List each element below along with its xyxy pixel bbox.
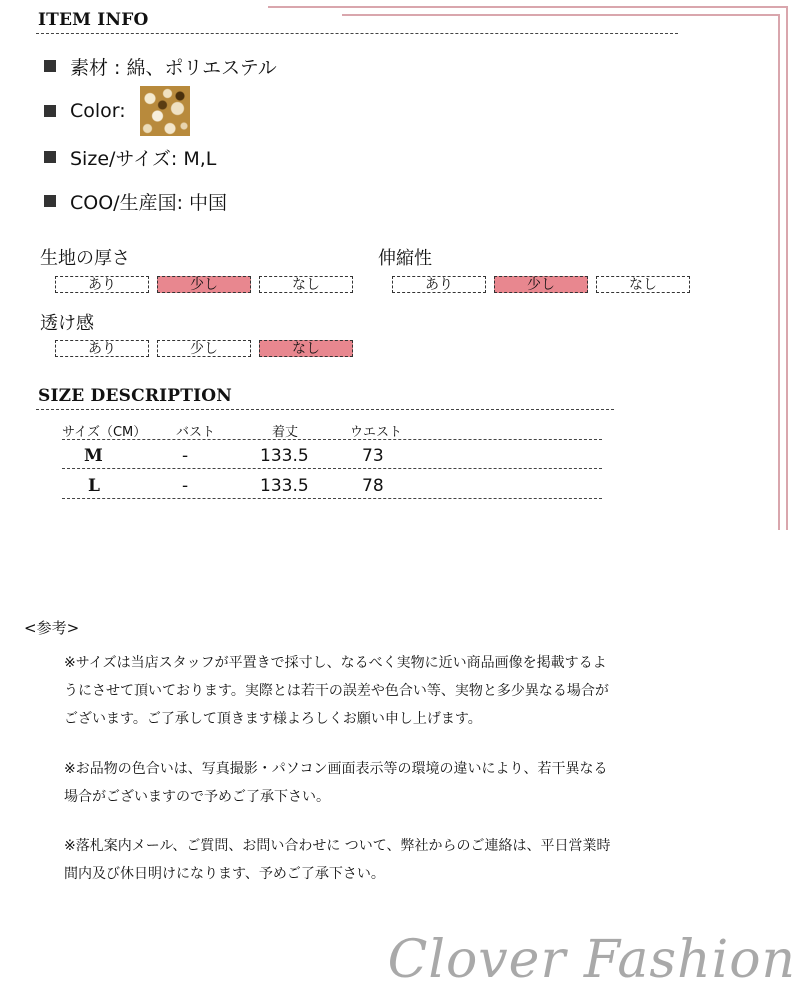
size-description-divider: [36, 409, 614, 410]
color-label: Color:: [70, 100, 126, 122]
note-line: ※お品物の色合いは、写真撮影・パソコン画面表示等の環境の違いにより、若干異なる: [64, 761, 608, 777]
size-header-size: サイズ（CM）: [62, 425, 147, 440]
decorative-frame-right-inner: [778, 14, 780, 530]
color-row: [44, 85, 190, 137]
bullet-square-icon: [44, 60, 56, 72]
coo-row: [44, 186, 227, 216]
size-row-m-size: M: [84, 446, 103, 466]
decorative-frame-right: [786, 6, 788, 530]
stretch-label: 伸縮性: [378, 248, 432, 269]
sheer-option-ari: あり: [55, 340, 149, 357]
note-line: 間内及び休日明けになります、予めご了承下さい。: [64, 866, 385, 882]
size-row-l-length: 133.5: [260, 476, 309, 496]
size-row-m-bust: -: [182, 446, 189, 466]
thickness-option-ari: あり: [55, 276, 149, 293]
sheer-option-sukoshi: 少し: [157, 340, 251, 357]
bullet-square-icon: [44, 195, 56, 207]
note-line: ございます。ご了承して頂きます様よろしくお願い申し上げます。: [64, 711, 482, 727]
size-header-length: 着丈: [272, 425, 299, 440]
note-paragraph-size: [64, 649, 609, 733]
note-line: 場合がございますので予めご了承下さい。: [64, 789, 330, 805]
stretch-option-ari: あり: [392, 276, 486, 293]
leopard-sequin-swatch-icon: [140, 86, 190, 136]
item-info-divider: [36, 33, 678, 34]
size-row-m-waist: 73: [362, 446, 384, 466]
sheer-option-nashi: なし: [259, 340, 353, 357]
brand-logo: Clover Fashion: [387, 930, 796, 990]
note-paragraph-color: [64, 755, 607, 811]
size-row-m-length: 133.5: [260, 446, 309, 466]
decorative-frame-top-inner: [342, 14, 778, 16]
thickness-option-nashi: なし: [259, 276, 353, 293]
stretch-option-nashi: なし: [596, 276, 690, 293]
size-row: [44, 142, 216, 172]
size-table-header-line: [62, 439, 602, 440]
bullet-square-icon: [44, 105, 56, 117]
item-info-title: ITEM INFO: [38, 10, 149, 30]
size-header-bust: バスト: [176, 425, 216, 440]
material-text: 素材 : 綿、ポリエステル: [70, 56, 277, 79]
stretch-option-sukoshi: 少し: [494, 276, 588, 293]
decorative-frame-top: [268, 6, 786, 8]
note-line: ※サイズは当店スタッフが平置きで採寸し、なるべく実物に近い商品画像を掲載するよ: [64, 655, 607, 671]
bullet-square-icon: [44, 151, 56, 163]
size-row-l-size: L: [88, 476, 100, 496]
size-description-title: SIZE DESCRIPTION: [38, 386, 233, 406]
size-header-waist: ウエスト: [350, 425, 403, 440]
reference-label: <参考>: [24, 619, 80, 637]
note-paragraph-contact: [64, 832, 611, 888]
note-line: ※落札案内メール、ご質問、お問い合わせに ついて、弊社からのご連絡は、平日営業時: [64, 838, 611, 854]
thickness-label: 生地の厚さ: [40, 248, 130, 269]
coo-text: COO/生産国: 中国: [70, 191, 228, 214]
note-line: うにさせて頂いております。実際とは若干の誤差や色合い等、実物と多少異なる場合が: [64, 683, 609, 699]
size-row-l-bust: -: [182, 476, 189, 496]
size-table-row-line: [62, 468, 602, 469]
thickness-option-sukoshi: 少し: [157, 276, 251, 293]
material-row: [44, 51, 277, 81]
size-table-row-line: [62, 498, 602, 499]
size-row-l-waist: 78: [362, 476, 384, 496]
size-text: Size/サイズ: M,L: [70, 147, 217, 170]
sheer-label: 透け感: [40, 313, 94, 334]
